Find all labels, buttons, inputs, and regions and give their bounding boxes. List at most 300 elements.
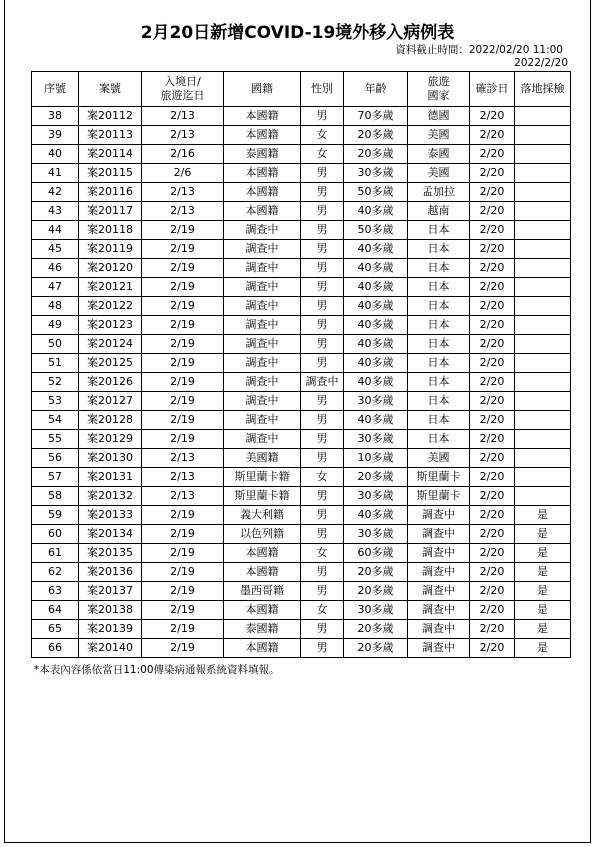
cell-seq: 40 bbox=[32, 145, 79, 164]
cell-travel-country: 調查中 bbox=[408, 563, 470, 582]
cell-case-no: 案20129 bbox=[79, 430, 142, 449]
cell-entry-date: 2/16 bbox=[142, 145, 224, 164]
cell-confirm-date: 2/20 bbox=[470, 544, 515, 563]
cell-entry-date: 2/19 bbox=[142, 316, 224, 335]
cell-case-no: 案20140 bbox=[79, 639, 142, 658]
cell-entry-date: 2/19 bbox=[142, 544, 224, 563]
cell-entry-date: 2/13 bbox=[142, 468, 224, 487]
cell-entry-date: 2/19 bbox=[142, 354, 224, 373]
cell-nationality: 調查中 bbox=[224, 335, 301, 354]
cell-case-no: 案20112 bbox=[79, 107, 142, 126]
cell-sex: 男 bbox=[301, 354, 344, 373]
table-row bbox=[32, 126, 571, 145]
cell-landing-test: 是 bbox=[515, 525, 571, 544]
cell-sex: 男 bbox=[301, 107, 344, 126]
header-travel-country-line2: 國家 bbox=[427, 89, 450, 102]
cell-entry-date: 2/19 bbox=[142, 601, 224, 620]
cell-age: 40多歲 bbox=[344, 506, 408, 525]
cell-landing-test bbox=[515, 145, 571, 164]
cell-landing-test bbox=[515, 354, 571, 373]
cell-nationality: 調查中 bbox=[224, 354, 301, 373]
cell-entry-date: 2/13 bbox=[142, 449, 224, 468]
cell-age: 20多歲 bbox=[344, 563, 408, 582]
table-row bbox=[32, 335, 571, 354]
table-row bbox=[32, 411, 571, 430]
header-entry-date bbox=[142, 72, 224, 107]
cell-travel-country: 日本 bbox=[408, 430, 470, 449]
cell-confirm-date: 2/20 bbox=[470, 601, 515, 620]
cell-case-no: 案20121 bbox=[79, 278, 142, 297]
cell-age: 10多歲 bbox=[344, 449, 408, 468]
cell-entry-date: 2/13 bbox=[142, 202, 224, 221]
header-age: 年齡 bbox=[344, 72, 408, 107]
data-cutoff-time: 資料截止時間：2022/02/20 11:00 bbox=[395, 44, 563, 56]
cell-sex: 男 bbox=[301, 316, 344, 335]
cell-travel-country: 調查中 bbox=[408, 525, 470, 544]
cell-nationality: 泰國籍 bbox=[224, 145, 301, 164]
cell-seq: 60 bbox=[32, 525, 79, 544]
cell-age: 50多歲 bbox=[344, 183, 408, 202]
cell-nationality: 斯里蘭卡籍 bbox=[224, 487, 301, 506]
cell-sex: 男 bbox=[301, 563, 344, 582]
cell-nationality: 本國籍 bbox=[224, 126, 301, 145]
cell-case-no: 案20136 bbox=[79, 563, 142, 582]
cell-nationality: 調查中 bbox=[224, 430, 301, 449]
table-row bbox=[32, 468, 571, 487]
cell-seq: 47 bbox=[32, 278, 79, 297]
cell-age: 20多歲 bbox=[344, 468, 408, 487]
cell-travel-country: 美國 bbox=[408, 126, 470, 145]
cell-age: 20多歲 bbox=[344, 582, 408, 601]
table-row bbox=[32, 487, 571, 506]
table-row bbox=[32, 202, 571, 221]
cell-confirm-date: 2/20 bbox=[470, 525, 515, 544]
table-row bbox=[32, 373, 571, 392]
table-row bbox=[32, 620, 571, 639]
cell-landing-test: 是 bbox=[515, 582, 571, 601]
header-travel-country-line1: 旅遊 bbox=[427, 75, 450, 88]
cell-seq: 59 bbox=[32, 506, 79, 525]
table-row bbox=[32, 582, 571, 601]
cell-travel-country: 調查中 bbox=[408, 639, 470, 658]
cell-confirm-date: 2/20 bbox=[470, 145, 515, 164]
cell-landing-test: 是 bbox=[515, 563, 571, 582]
cell-sex: 女 bbox=[301, 126, 344, 145]
cell-seq: 54 bbox=[32, 411, 79, 430]
cell-travel-country: 日本 bbox=[408, 392, 470, 411]
cell-sex: 男 bbox=[301, 449, 344, 468]
cell-confirm-date: 2/20 bbox=[470, 392, 515, 411]
cell-case-no: 案20130 bbox=[79, 449, 142, 468]
table-row bbox=[32, 601, 571, 620]
cell-entry-date: 2/19 bbox=[142, 335, 224, 354]
cell-confirm-date: 2/20 bbox=[470, 278, 515, 297]
cell-nationality: 泰國籍 bbox=[224, 620, 301, 639]
cell-case-no: 案20114 bbox=[79, 145, 142, 164]
cell-landing-test bbox=[515, 202, 571, 221]
cell-landing-test bbox=[515, 240, 571, 259]
cell-seq: 53 bbox=[32, 392, 79, 411]
cell-entry-date: 2/19 bbox=[142, 259, 224, 278]
cell-confirm-date: 2/20 bbox=[470, 221, 515, 240]
cell-case-no: 案20139 bbox=[79, 620, 142, 639]
cell-landing-test bbox=[515, 297, 571, 316]
cell-age: 30多歲 bbox=[344, 164, 408, 183]
table-row bbox=[32, 221, 571, 240]
cell-confirm-date: 2/20 bbox=[470, 449, 515, 468]
table-body bbox=[32, 107, 571, 658]
cell-age: 60多歲 bbox=[344, 544, 408, 563]
cell-travel-country: 日本 bbox=[408, 240, 470, 259]
cell-age: 40多歲 bbox=[344, 297, 408, 316]
cell-landing-test bbox=[515, 335, 571, 354]
cell-sex: 女 bbox=[301, 468, 344, 487]
cell-confirm-date: 2/20 bbox=[470, 430, 515, 449]
cell-nationality: 調查中 bbox=[224, 240, 301, 259]
cell-seq: 52 bbox=[32, 373, 79, 392]
cell-confirm-date: 2/20 bbox=[470, 620, 515, 639]
cell-entry-date: 2/19 bbox=[142, 221, 224, 240]
cell-confirm-date: 2/20 bbox=[470, 297, 515, 316]
cell-landing-test bbox=[515, 107, 571, 126]
cell-seq: 57 bbox=[32, 468, 79, 487]
cell-sex: 調查中 bbox=[301, 373, 344, 392]
cell-case-no: 案20127 bbox=[79, 392, 142, 411]
table-row bbox=[32, 145, 571, 164]
cell-landing-test bbox=[515, 411, 571, 430]
cell-sex: 男 bbox=[301, 620, 344, 639]
cell-nationality: 斯里蘭卡籍 bbox=[224, 468, 301, 487]
cell-landing-test bbox=[515, 430, 571, 449]
cell-landing-test bbox=[515, 278, 571, 297]
cell-travel-country: 日本 bbox=[408, 373, 470, 392]
cell-confirm-date: 2/20 bbox=[470, 506, 515, 525]
header-nationality: 國籍 bbox=[224, 72, 301, 107]
cell-sex: 男 bbox=[301, 411, 344, 430]
table-row bbox=[32, 164, 571, 183]
cell-nationality: 本國籍 bbox=[224, 544, 301, 563]
cell-seq: 38 bbox=[32, 107, 79, 126]
cell-sex: 女 bbox=[301, 145, 344, 164]
cell-confirm-date: 2/20 bbox=[470, 107, 515, 126]
cell-case-no: 案20119 bbox=[79, 240, 142, 259]
cell-age: 40多歲 bbox=[344, 335, 408, 354]
cell-travel-country: 調查中 bbox=[408, 582, 470, 601]
cell-sex: 男 bbox=[301, 221, 344, 240]
cell-entry-date: 2/19 bbox=[142, 506, 224, 525]
cell-case-no: 案20131 bbox=[79, 468, 142, 487]
table-row bbox=[32, 297, 571, 316]
cell-confirm-date: 2/20 bbox=[470, 582, 515, 601]
cell-landing-test: 是 bbox=[515, 506, 571, 525]
table-row bbox=[32, 183, 571, 202]
cell-sex: 男 bbox=[301, 183, 344, 202]
cell-nationality: 本國籍 bbox=[224, 164, 301, 183]
cell-landing-test bbox=[515, 183, 571, 202]
cell-entry-date: 2/13 bbox=[142, 126, 224, 145]
cell-case-no: 案20118 bbox=[79, 221, 142, 240]
cell-seq: 45 bbox=[32, 240, 79, 259]
cell-confirm-date: 2/20 bbox=[470, 335, 515, 354]
cell-nationality: 本國籍 bbox=[224, 639, 301, 658]
cell-age: 20多歲 bbox=[344, 639, 408, 658]
page-title: 2月20日新增COVID-19境外移入病例表 bbox=[140, 23, 455, 43]
table-row bbox=[32, 107, 571, 126]
cell-landing-test bbox=[515, 164, 571, 183]
table-row bbox=[32, 278, 571, 297]
cell-age: 40多歲 bbox=[344, 373, 408, 392]
cell-entry-date: 2/19 bbox=[142, 392, 224, 411]
cell-age: 30多歲 bbox=[344, 601, 408, 620]
cell-confirm-date: 2/20 bbox=[470, 639, 515, 658]
cell-seq: 51 bbox=[32, 354, 79, 373]
cell-age: 30多歲 bbox=[344, 525, 408, 544]
cell-travel-country: 調查中 bbox=[408, 506, 470, 525]
table-row bbox=[32, 525, 571, 544]
cell-sex: 男 bbox=[301, 335, 344, 354]
cell-case-no: 案20117 bbox=[79, 202, 142, 221]
cell-case-no: 案20135 bbox=[79, 544, 142, 563]
cell-age: 50多歲 bbox=[344, 221, 408, 240]
cell-travel-country: 斯里蘭卡 bbox=[408, 468, 470, 487]
cell-confirm-date: 2/20 bbox=[470, 373, 515, 392]
cell-confirm-date: 2/20 bbox=[470, 487, 515, 506]
cell-case-no: 案20133 bbox=[79, 506, 142, 525]
cell-entry-date: 2/19 bbox=[142, 411, 224, 430]
cell-entry-date: 2/19 bbox=[142, 373, 224, 392]
cell-seq: 56 bbox=[32, 449, 79, 468]
cell-confirm-date: 2/20 bbox=[470, 202, 515, 221]
cell-nationality: 調查中 bbox=[224, 259, 301, 278]
cell-landing-test bbox=[515, 126, 571, 145]
cell-entry-date: 2/19 bbox=[142, 240, 224, 259]
cell-seq: 46 bbox=[32, 259, 79, 278]
cell-landing-test: 是 bbox=[515, 601, 571, 620]
cell-age: 40多歲 bbox=[344, 354, 408, 373]
cell-nationality: 調查中 bbox=[224, 373, 301, 392]
table-row bbox=[32, 392, 571, 411]
cell-travel-country: 美國 bbox=[408, 164, 470, 183]
cell-nationality: 義大利籍 bbox=[224, 506, 301, 525]
cell-nationality: 調查中 bbox=[224, 297, 301, 316]
cell-age: 70多歲 bbox=[344, 107, 408, 126]
cell-sex: 男 bbox=[301, 487, 344, 506]
cell-entry-date: 2/19 bbox=[142, 620, 224, 639]
cell-case-no: 案20115 bbox=[79, 164, 142, 183]
header-case-no: 案號 bbox=[79, 72, 142, 107]
table-row bbox=[32, 354, 571, 373]
cell-sex: 男 bbox=[301, 525, 344, 544]
cell-confirm-date: 2/20 bbox=[470, 183, 515, 202]
cell-age: 20多歲 bbox=[344, 126, 408, 145]
cell-seq: 39 bbox=[32, 126, 79, 145]
cell-landing-test: 是 bbox=[515, 544, 571, 563]
cell-sex: 男 bbox=[301, 582, 344, 601]
cell-travel-country: 日本 bbox=[408, 354, 470, 373]
cell-nationality: 調查中 bbox=[224, 392, 301, 411]
cell-confirm-date: 2/20 bbox=[470, 126, 515, 145]
cell-landing-test: 是 bbox=[515, 639, 571, 658]
cell-case-no: 案20125 bbox=[79, 354, 142, 373]
cell-travel-country: 孟加拉 bbox=[408, 183, 470, 202]
cell-sex: 男 bbox=[301, 202, 344, 221]
cell-confirm-date: 2/20 bbox=[470, 259, 515, 278]
cell-entry-date: 2/6 bbox=[142, 164, 224, 183]
cell-entry-date: 2/19 bbox=[142, 582, 224, 601]
cell-sex: 女 bbox=[301, 601, 344, 620]
cell-travel-country: 泰國 bbox=[408, 145, 470, 164]
cell-travel-country: 日本 bbox=[408, 297, 470, 316]
cell-entry-date: 2/19 bbox=[142, 563, 224, 582]
cell-seq: 42 bbox=[32, 183, 79, 202]
cell-case-no: 案20123 bbox=[79, 316, 142, 335]
cell-case-no: 案20138 bbox=[79, 601, 142, 620]
header-entry-date-line2: 旅遊迄日 bbox=[160, 89, 205, 102]
cell-seq: 66 bbox=[32, 639, 79, 658]
cell-travel-country: 日本 bbox=[408, 221, 470, 240]
cell-age: 40多歲 bbox=[344, 240, 408, 259]
cell-seq: 43 bbox=[32, 202, 79, 221]
cell-landing-test bbox=[515, 468, 571, 487]
cell-travel-country: 日本 bbox=[408, 411, 470, 430]
cell-entry-date: 2/19 bbox=[142, 278, 224, 297]
table-row bbox=[32, 430, 571, 449]
table-row bbox=[32, 316, 571, 335]
cell-sex: 男 bbox=[301, 506, 344, 525]
cell-nationality: 以色列籍 bbox=[224, 525, 301, 544]
cell-travel-country: 美國 bbox=[408, 449, 470, 468]
cell-landing-test bbox=[515, 449, 571, 468]
cell-landing-test bbox=[515, 373, 571, 392]
cell-nationality: 本國籍 bbox=[224, 563, 301, 582]
header-landing-test: 落地採檢 bbox=[515, 72, 571, 107]
cell-age: 30多歲 bbox=[344, 487, 408, 506]
cell-travel-country: 調查中 bbox=[408, 601, 470, 620]
cell-age: 30多歲 bbox=[344, 392, 408, 411]
header-travel-country bbox=[408, 72, 470, 107]
cell-seq: 65 bbox=[32, 620, 79, 639]
table-row bbox=[32, 449, 571, 468]
cell-nationality: 調查中 bbox=[224, 221, 301, 240]
table-row bbox=[32, 563, 571, 582]
cell-seq: 55 bbox=[32, 430, 79, 449]
cell-case-no: 案20134 bbox=[79, 525, 142, 544]
cell-travel-country: 日本 bbox=[408, 278, 470, 297]
cell-seq: 63 bbox=[32, 582, 79, 601]
cell-confirm-date: 2/20 bbox=[470, 316, 515, 335]
cell-travel-country: 日本 bbox=[408, 335, 470, 354]
cases-table bbox=[31, 71, 571, 658]
cell-sex: 男 bbox=[301, 240, 344, 259]
cell-entry-date: 2/19 bbox=[142, 297, 224, 316]
cell-seq: 64 bbox=[32, 601, 79, 620]
cell-landing-test bbox=[515, 392, 571, 411]
cell-entry-date: 2/19 bbox=[142, 525, 224, 544]
cell-nationality: 本國籍 bbox=[224, 107, 301, 126]
cell-sex: 男 bbox=[301, 392, 344, 411]
cell-nationality: 墨西哥籍 bbox=[224, 582, 301, 601]
cell-landing-test: 是 bbox=[515, 620, 571, 639]
cell-seq: 44 bbox=[32, 221, 79, 240]
cell-travel-country: 調查中 bbox=[408, 544, 470, 563]
cell-travel-country: 斯里蘭卡 bbox=[408, 487, 470, 506]
cell-travel-country: 日本 bbox=[408, 259, 470, 278]
footnote: *本表內容係依當日11:00傳染病通報系統資料填報。 bbox=[34, 664, 280, 676]
cell-confirm-date: 2/20 bbox=[470, 164, 515, 183]
cell-landing-test bbox=[515, 221, 571, 240]
cell-sex: 男 bbox=[301, 297, 344, 316]
cell-confirm-date: 2/20 bbox=[470, 240, 515, 259]
table-row bbox=[32, 259, 571, 278]
cell-travel-country: 德國 bbox=[408, 107, 470, 126]
cell-case-no: 案20132 bbox=[79, 487, 142, 506]
cell-nationality: 調查中 bbox=[224, 316, 301, 335]
cell-age: 40多歲 bbox=[344, 278, 408, 297]
cell-seq: 62 bbox=[32, 563, 79, 582]
cell-travel-country: 調查中 bbox=[408, 620, 470, 639]
cell-case-no: 案20113 bbox=[79, 126, 142, 145]
cell-confirm-date: 2/20 bbox=[470, 468, 515, 487]
cell-seq: 61 bbox=[32, 544, 79, 563]
cell-nationality: 本國籍 bbox=[224, 202, 301, 221]
cell-nationality: 美國籍 bbox=[224, 449, 301, 468]
cell-entry-date: 2/13 bbox=[142, 183, 224, 202]
cell-confirm-date: 2/20 bbox=[470, 354, 515, 373]
cell-case-no: 案20120 bbox=[79, 259, 142, 278]
cell-age: 20多歲 bbox=[344, 145, 408, 164]
cell-case-no: 案20116 bbox=[79, 183, 142, 202]
cell-case-no: 案20126 bbox=[79, 373, 142, 392]
cell-nationality: 調查中 bbox=[224, 278, 301, 297]
cell-seq: 48 bbox=[32, 297, 79, 316]
table-row bbox=[32, 639, 571, 658]
cell-sex: 男 bbox=[301, 278, 344, 297]
cell-confirm-date: 2/20 bbox=[470, 411, 515, 430]
cell-landing-test bbox=[515, 259, 571, 278]
cell-sex: 男 bbox=[301, 164, 344, 183]
cell-nationality: 本國籍 bbox=[224, 183, 301, 202]
cell-seq: 49 bbox=[32, 316, 79, 335]
cell-seq: 50 bbox=[32, 335, 79, 354]
report-date: 2022/2/20 bbox=[514, 57, 568, 69]
cell-nationality: 調查中 bbox=[224, 411, 301, 430]
cell-age: 40多歲 bbox=[344, 259, 408, 278]
cell-age: 40多歲 bbox=[344, 411, 408, 430]
cell-sex: 女 bbox=[301, 544, 344, 563]
cell-nationality: 本國籍 bbox=[224, 601, 301, 620]
header-sex: 性別 bbox=[301, 72, 344, 107]
table-row bbox=[32, 544, 571, 563]
header-entry-date-line1: 入境日/ bbox=[164, 75, 201, 88]
cell-seq: 58 bbox=[32, 487, 79, 506]
table-header-row bbox=[32, 72, 571, 107]
cell-sex: 男 bbox=[301, 430, 344, 449]
header-seq: 序號 bbox=[32, 72, 79, 107]
cell-age: 20多歲 bbox=[344, 620, 408, 639]
cell-case-no: 案20137 bbox=[79, 582, 142, 601]
cell-entry-date: 2/13 bbox=[142, 487, 224, 506]
cell-landing-test bbox=[515, 316, 571, 335]
cell-seq: 41 bbox=[32, 164, 79, 183]
cell-sex: 男 bbox=[301, 639, 344, 658]
cell-entry-date: 2/19 bbox=[142, 430, 224, 449]
cell-landing-test bbox=[515, 487, 571, 506]
cell-entry-date: 2/19 bbox=[142, 639, 224, 658]
header-confirm-date: 確診日 bbox=[470, 72, 515, 107]
cell-age: 40多歲 bbox=[344, 202, 408, 221]
cell-sex: 男 bbox=[301, 259, 344, 278]
cell-age: 40多歲 bbox=[344, 316, 408, 335]
